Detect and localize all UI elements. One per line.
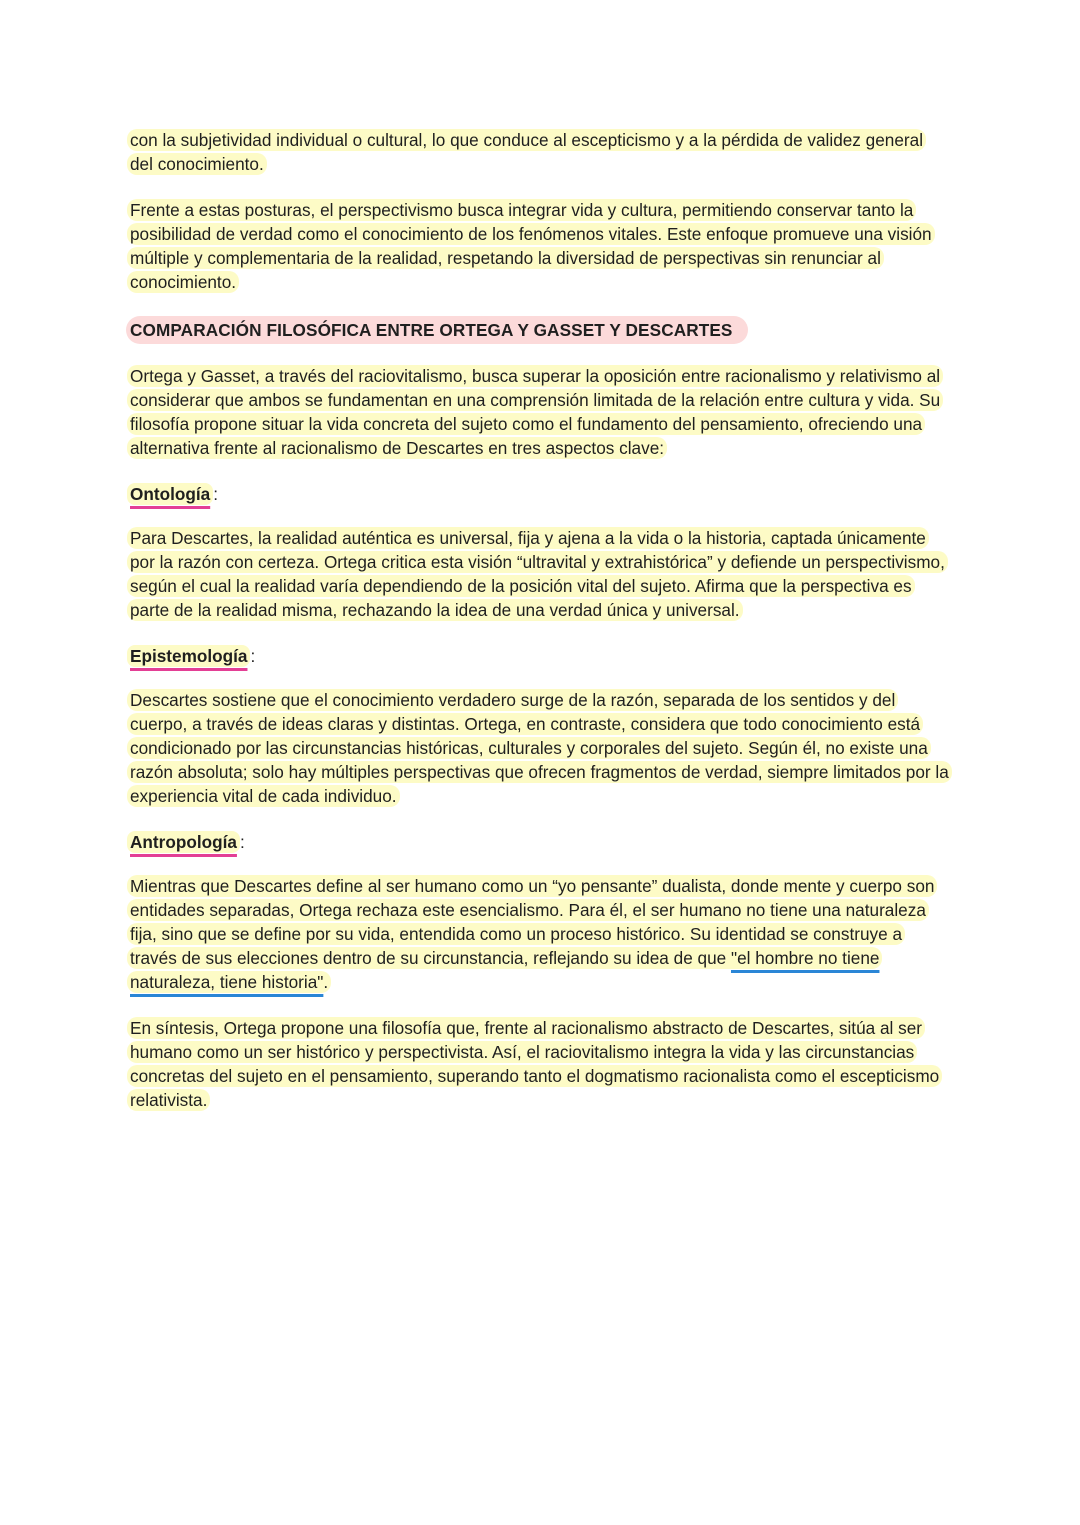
ontologia-paragraph xyxy=(130,526,950,622)
antropologia-text-before: Mientras que Descartes define al ser humano como un “yo pensante” dualista, donde mente y cuerpo son entidades separadas, Ortega rechaza este esencialismo. Para él, el ser humano no tiene una naturaleza fija, sino que se define por su vida, entendida como un proceso histórico. Su identidad se construye a través de sus elecciones dentro de su circunstancia, reflejando su idea de que xyxy=(130,876,935,968)
intro-paragraph-1-text: con la subjetividad individual o cultural, lo que conduce al escepticismo y a la pérdida de validez general del conocimiento. xyxy=(127,129,926,175)
epistemologia-paragraph xyxy=(130,688,950,808)
ontologia-colon: : xyxy=(213,484,218,504)
section-intro-text: Ortega y Gasset, a través del raciovitalismo, busca superar la oposición entre racionalismo y relativismo al considerar que ambos se fundamentan en una comprensión limitada de la relación entre cultura y vida. Su filosofía propone situar la vida concreta del sujeto como el fundamento del pensamiento, ofreciendo una alternativa frente al racionalismo de Descartes en tres aspectos clave: xyxy=(127,365,943,459)
epistemologia-label: Epistemología xyxy=(127,645,250,667)
conclusion-paragraph xyxy=(130,1016,950,1112)
antropologia-text xyxy=(127,875,937,993)
epistemologia-heading xyxy=(130,644,950,668)
ontologia-text: Para Descartes, la realidad auténtica es universal, fija y ajena a la vida o la historia, captada únicamente por la razón con certeza. Ortega critica esta visión “ultravital y extrahistórica” y defiende un perspectivismo, según el cual la realidad varía dependiendo de la posición vital del sujeto. Afirma que la perspectiva es parte de la realidad misma, rechazando la idea de una verdad única y universal. xyxy=(127,527,948,621)
antropologia-colon: : xyxy=(239,832,245,852)
conclusion-text: En síntesis, Ortega propone una filosofía que, frente al racionalismo abstracto de Descartes, sitúa al ser humano como un ser histórico y perspectivista. Así, el raciovitalismo integra la vida y las circunstancias concretas del sujeto en el pensamiento, superando tanto el dogmatismo racionalista como el escepticismo relativista. xyxy=(127,1017,942,1111)
epistemologia-text: Descartes sostiene que el conocimiento verdadero surge de la razón, separada de los sentidos y del cuerpo, a través de ideas claras y distintas. Ortega, en contraste, considera que todo conocimiento está condicionado por las circunstancias históricas, culturales y corporales del sujeto. Según él, no existe una razón absoluta; solo hay múltiples perspectivas que ofrecen fragmentos de verdad, siempre limitados por la experiencia vital de cada individuo. xyxy=(127,689,952,807)
section-title: COMPARACIÓN FILOSÓFICA ENTRE ORTEGA Y GASSET Y DESCARTES xyxy=(126,316,748,344)
intro-paragraph-2 xyxy=(130,198,950,294)
ontologia-label: Ontología xyxy=(127,483,213,505)
intro-paragraph-1 xyxy=(130,128,950,176)
antropologia-text-after: . xyxy=(323,972,329,992)
intro-paragraph-2-text: Frente a estas posturas, el perspectivismo busca integrar vida y cultura, permitiendo conservar tanto la posibilidad de verdad como el conocimiento de los fenómenos vitales. Este enfoque promueve una visión múltiple y complementaria de la realidad, respetando la diversidad de perspectivas sin renunciar al conocimiento. xyxy=(127,199,935,293)
document-body xyxy=(130,128,950,1134)
ontologia-heading xyxy=(130,482,950,506)
epistemologia-colon: : xyxy=(250,646,256,666)
antropologia-paragraph xyxy=(130,874,950,994)
antropologia-label: Antropología xyxy=(127,831,240,853)
antropologia-heading xyxy=(130,830,950,854)
antropologia-quote: "el hombre no tiene naturaleza, tiene historia" xyxy=(130,948,880,992)
section-intro-paragraph xyxy=(130,364,950,460)
